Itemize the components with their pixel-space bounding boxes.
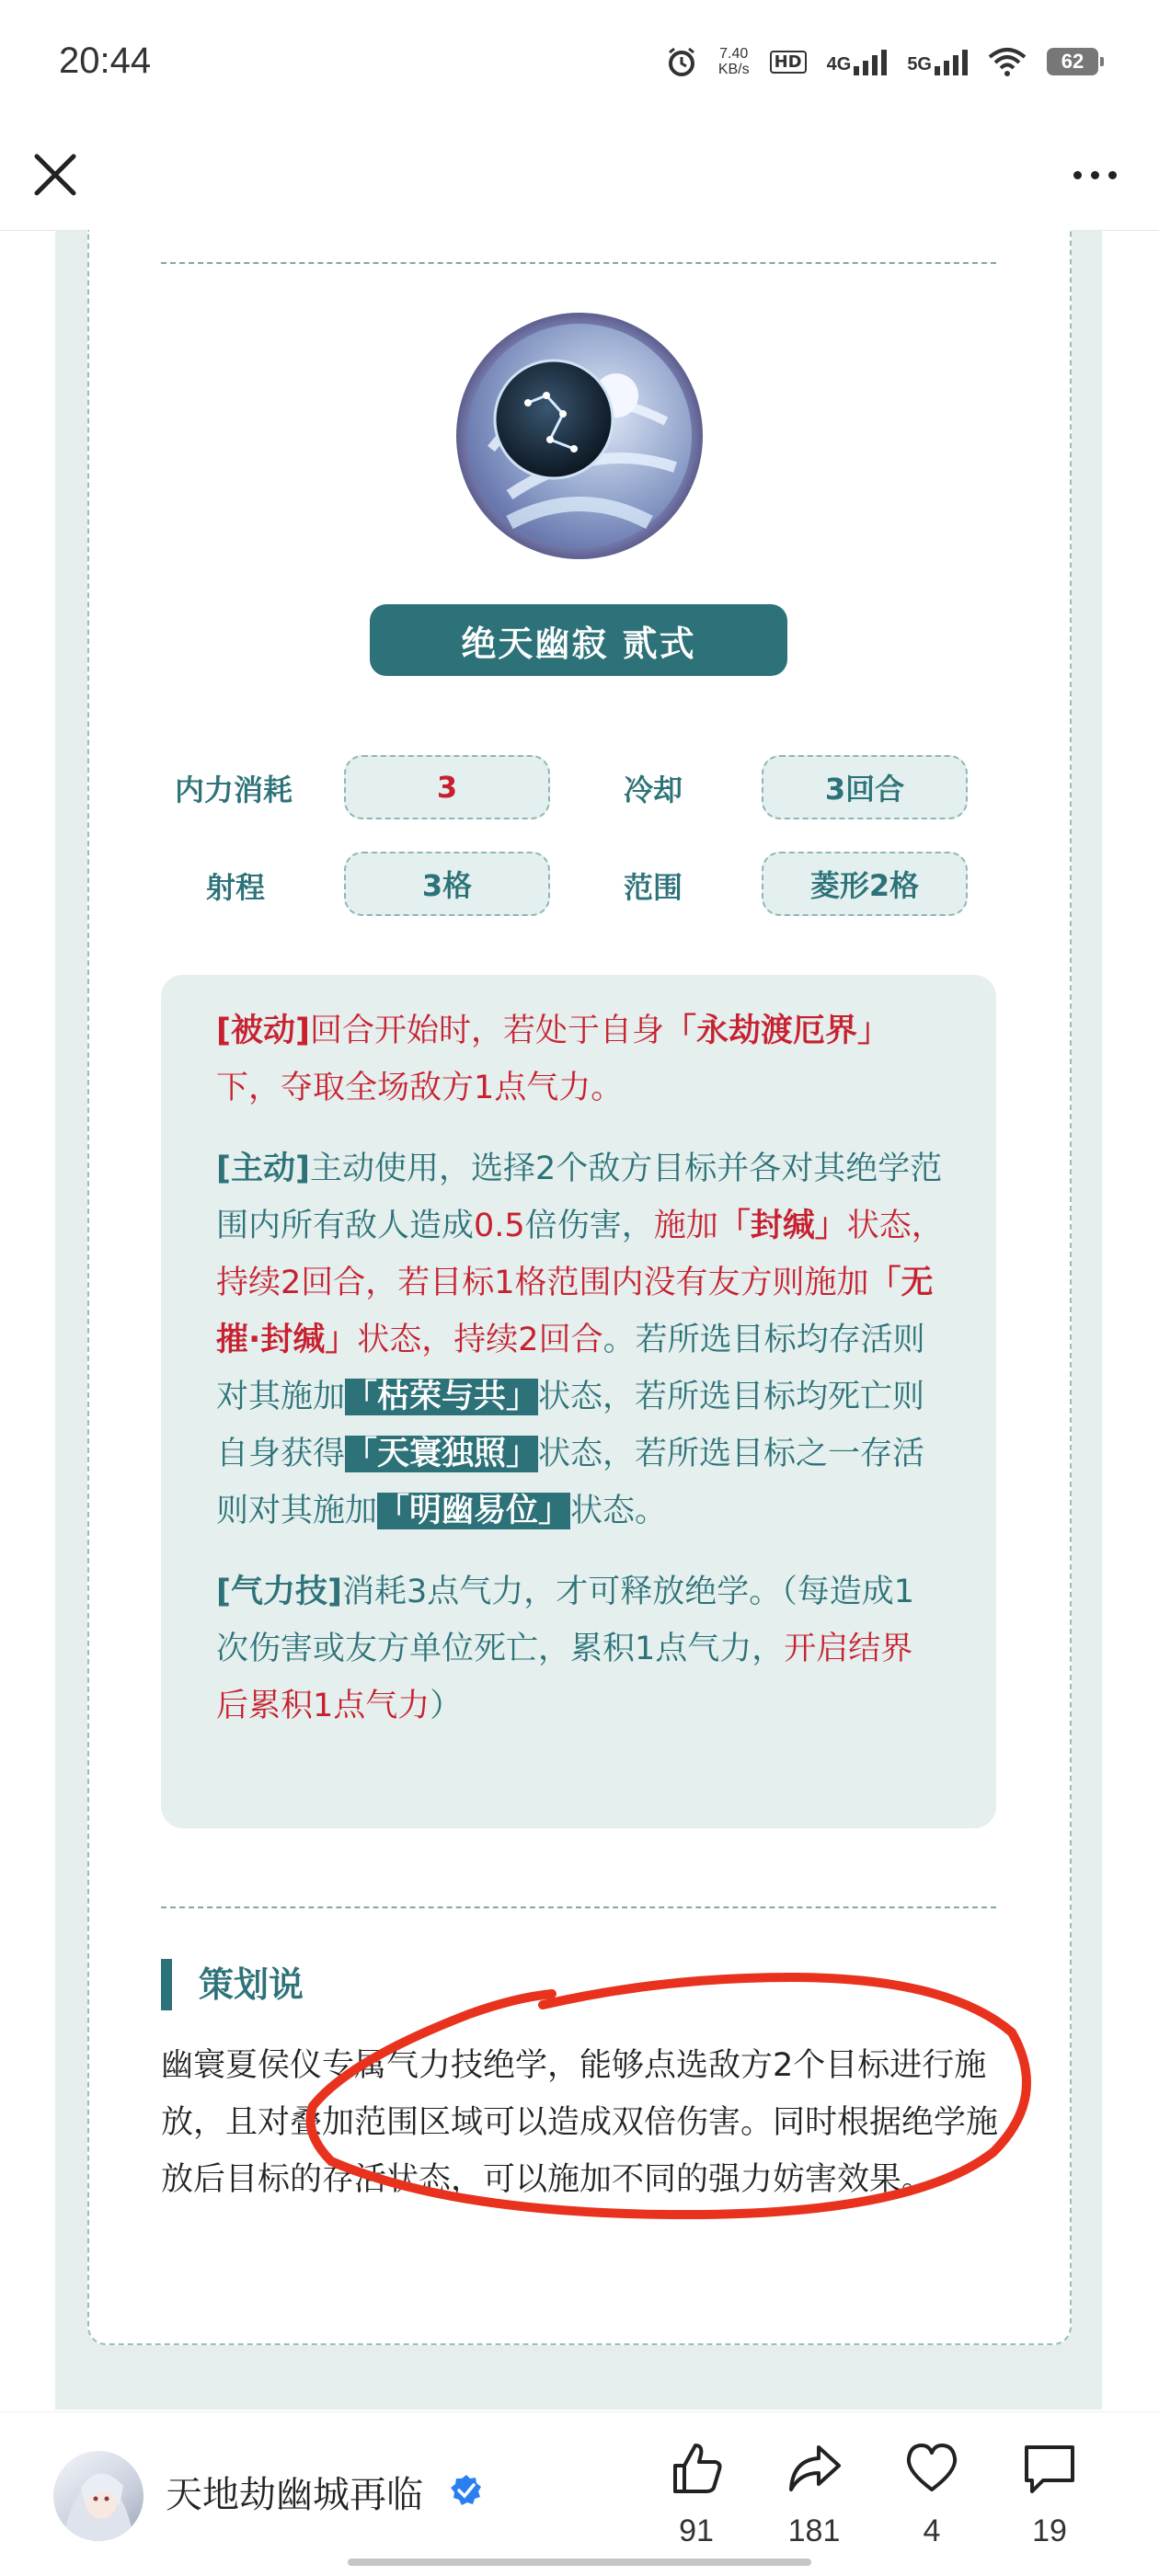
active-paragraph [216, 1140, 945, 1540]
share-count: 181 [787, 2513, 841, 2548]
status-tianhuan: 「天寰独照」 [345, 1436, 539, 1472]
stat-label-cooldown: 冷却 [624, 773, 683, 807]
section-title: 策划说 [199, 1964, 304, 2005]
divider-section [161, 1906, 996, 1908]
share-icon [786, 2440, 843, 2497]
more-icon [1073, 171, 1082, 179]
signal-4g [827, 48, 888, 75]
author-avatar[interactable] [53, 2451, 143, 2541]
passive-text-end: 下，夺取全场敌方1点气力。 [216, 1070, 624, 1106]
active-text: 状态，若所选目标之一存活则对其施加 [216, 1436, 925, 1529]
avatar-image [53, 2451, 143, 2541]
comment-icon [1021, 2440, 1078, 2497]
passive-tag: [被动] [216, 1013, 310, 1049]
active-text: 施加 [653, 1208, 718, 1244]
skill-icon [454, 311, 705, 561]
verified-badge-icon [449, 2473, 484, 2508]
qili-text-end: ） [430, 1688, 463, 1724]
battery-icon: 62 [1047, 48, 1098, 75]
signal-icon [854, 48, 887, 75]
qili-paragraph [216, 1563, 945, 1735]
status-mingyou: 「明幽易位」 [377, 1493, 571, 1529]
signal-5g [907, 48, 968, 75]
like-count: 91 [679, 2513, 714, 2548]
active-text: 倍伤害， [524, 1208, 654, 1244]
skill-description [161, 975, 996, 1828]
author-name[interactable]: 天地劫幽城再临 [166, 2474, 423, 2516]
thumbs-up-icon [668, 2440, 725, 2497]
home-indicator[interactable] [348, 2559, 811, 2566]
more-icon-dot [1108, 171, 1117, 179]
stat-label-range: 射程 [206, 870, 266, 905]
comment-button[interactable] [1008, 2440, 1091, 2549]
network-4g-label: 4G [826, 54, 852, 74]
active-text: 。若所选目标均存活则对其施加 [216, 1322, 925, 1415]
divider-top [161, 262, 996, 264]
more-icon-dot [1091, 171, 1099, 179]
favorite-button[interactable] [890, 2440, 973, 2549]
active-text: 主动使用，选择2个敌方目标并各对其绝学范围内所有敌人造成 [216, 1151, 943, 1244]
active-text: 状态，持续2回合 [357, 1322, 603, 1358]
comment-count: 19 [1032, 2513, 1067, 2548]
net-speed-unit: KB/s [717, 62, 750, 77]
net-speed-value: 7.40 [719, 46, 749, 62]
qili-text: 消耗3点气力，才可释放绝学。（每造成1次伤害或友方单位死亡，累积1点气力， [216, 1574, 915, 1667]
status-kurong: 「枯荣与共」 [345, 1379, 539, 1415]
heart-icon [903, 2440, 960, 2497]
stat-value-area: 菱形2格 [762, 852, 968, 916]
passive-text: 回合开始时，若处于自身 [310, 1013, 665, 1049]
active-text: 状态，持续2回合，若目标1格范围内没有友方则施加 [216, 1208, 944, 1301]
passive-paragraph [216, 1002, 945, 1116]
hd-badge: HD [770, 51, 807, 74]
qili-tag: [气力技] [216, 1574, 342, 1610]
damage-multiplier: 0.5 [474, 1208, 525, 1244]
close-button[interactable] [28, 147, 83, 202]
stat-value-range: 3格 [344, 852, 550, 916]
stat-value-mp-cost: 3 [344, 755, 550, 819]
skill-name: 绝天幽寂 贰式 [370, 604, 787, 676]
stat-label-area: 范围 [624, 870, 683, 905]
net-speed [718, 46, 750, 77]
active-text: 状态。 [570, 1493, 668, 1529]
stat-label-mp-cost: 内力消耗 [175, 773, 293, 807]
close-icon [28, 147, 83, 202]
network-5g-label: 5G [907, 54, 932, 74]
alarm-icon [665, 45, 698, 78]
top-nav [0, 124, 1159, 231]
wifi-icon [988, 46, 1027, 77]
active-tag: [主动] [216, 1151, 310, 1187]
active-text: 状态，若所选目标均死亡则自身获得 [216, 1379, 925, 1472]
status-icons [665, 40, 1098, 83]
section-marker [161, 1959, 172, 2010]
bottom-bar [0, 2411, 1159, 2576]
more-button[interactable] [1058, 147, 1131, 202]
qili-text-red: 开启结界后累积1点气力 [216, 1631, 913, 1724]
status-unbreakable-seal: 「无摧·封缄」 [216, 1265, 934, 1358]
passive-keyword: 「永劫渡厄界」 [664, 1013, 890, 1049]
signal-icon [935, 48, 968, 75]
status-seal: 「封缄」 [717, 1208, 847, 1244]
like-button[interactable] [655, 2440, 738, 2549]
clock: 20:44 [59, 40, 152, 81]
status-bar [0, 0, 1159, 124]
favorite-count: 4 [923, 2513, 941, 2548]
planner-text: 幽寰夏侯仪专属气力技绝学，能够点选敌方2个目标进行施放，且对叠加范围区域可以造成双倍伤害。同时根据绝学施放后目标的存活状态，可以施加不同的强力妨害效果。 [161, 2047, 999, 2198]
stat-value-cooldown: 3回合 [762, 755, 968, 819]
share-button[interactable] [773, 2440, 855, 2549]
